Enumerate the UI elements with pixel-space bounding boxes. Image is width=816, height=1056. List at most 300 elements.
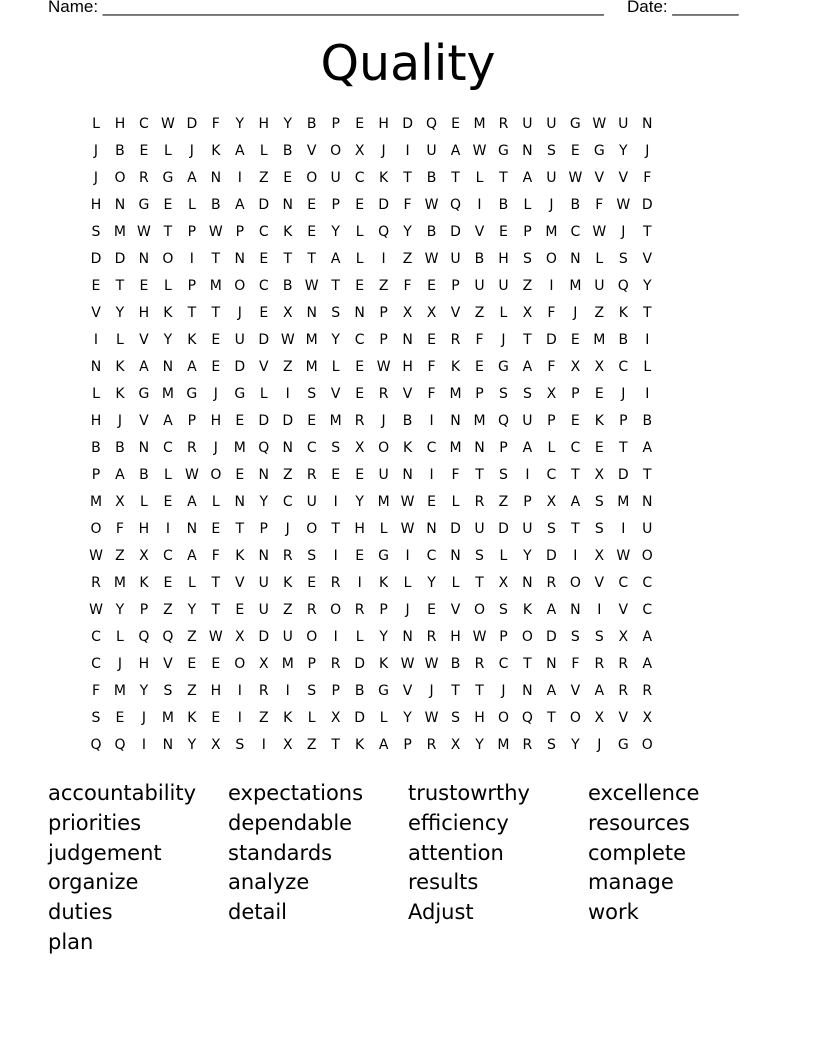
- grid-letter: J: [429, 683, 434, 699]
- grid-letter: W: [184, 467, 199, 483]
- grid-letter: T: [571, 521, 580, 537]
- grid-letter: E: [139, 143, 149, 159]
- grid-letter: T: [451, 170, 460, 186]
- grid-letter: Z: [282, 467, 293, 483]
- grid-letter: F: [427, 386, 436, 402]
- grid-letter: L: [163, 143, 172, 159]
- grid-letter: A: [163, 413, 173, 429]
- grid-letter: J: [597, 737, 602, 753]
- grid-letter: T: [211, 602, 221, 618]
- grid-letter: V: [91, 305, 101, 321]
- grid-letter: H: [258, 116, 270, 132]
- grid-letter: D: [258, 629, 270, 645]
- grid-letter: X: [594, 359, 605, 375]
- grid-letter: T: [403, 170, 412, 186]
- grid-letter: E: [475, 359, 484, 375]
- grid-letter: C: [258, 224, 269, 240]
- grid-letter: S: [235, 737, 245, 753]
- grid-letter: K: [187, 710, 197, 726]
- grid-letter: L: [403, 575, 412, 591]
- grid-letter: X: [570, 359, 581, 375]
- grid-row: [84, 246, 732, 273]
- grid-letter: O: [234, 278, 246, 294]
- grid-letter: W: [424, 197, 439, 213]
- grid-letter: S: [451, 710, 460, 726]
- grid-letter: I: [645, 386, 650, 402]
- grid-letter: S: [594, 629, 604, 645]
- grid-letter: W: [592, 116, 607, 132]
- grid-letter: E: [235, 467, 245, 483]
- grid-letter: D: [498, 521, 509, 537]
- grid-letter: G: [593, 143, 605, 159]
- grid-letter: M: [89, 494, 103, 510]
- grid-letter: R: [258, 683, 269, 699]
- grid-letter: R: [330, 575, 341, 591]
- grid-letter: J: [381, 143, 386, 159]
- grid-letter: L: [92, 116, 100, 132]
- grid-letter: R: [498, 116, 509, 132]
- grid-letter: P: [523, 224, 532, 240]
- grid-letter: R: [306, 467, 317, 483]
- grid-letter: K: [355, 737, 365, 753]
- grid-letter: N: [138, 251, 150, 267]
- grid-letter: E: [211, 521, 221, 537]
- grid-row: [84, 408, 732, 435]
- grid-letter: G: [617, 737, 629, 753]
- grid-letter: K: [283, 224, 293, 240]
- grid-letter: R: [450, 332, 461, 348]
- grid-letter: C: [618, 359, 629, 375]
- grid-letter: T: [211, 575, 221, 591]
- word-bank-item: organize: [48, 870, 139, 895]
- grid-row: [84, 111, 732, 138]
- grid-letter: T: [283, 251, 293, 267]
- grid-letter: N: [522, 575, 533, 591]
- grid-letter: A: [235, 197, 245, 213]
- grid-letter: T: [163, 224, 173, 240]
- grid-letter: M: [161, 710, 174, 726]
- grid-letter: V: [450, 305, 461, 321]
- grid-letter: U: [498, 278, 509, 294]
- grid-letter: Q: [450, 197, 462, 213]
- grid-letter: Q: [114, 737, 126, 753]
- grid-letter: J: [117, 656, 123, 672]
- grid-letter: L: [211, 494, 220, 510]
- grid-letter: E: [570, 143, 580, 159]
- grid-letter: F: [403, 278, 412, 294]
- grid-letter: Y: [619, 143, 628, 159]
- grid-letter: P: [331, 197, 340, 213]
- grid-letter: J: [573, 305, 578, 321]
- grid-letter: A: [187, 494, 197, 510]
- word-bank-item: dependable: [228, 810, 353, 835]
- grid-letter: M: [161, 386, 174, 402]
- word-bank-item: efficiency: [408, 810, 509, 835]
- grid-letter: U: [330, 170, 341, 186]
- grid-letter: J: [501, 683, 506, 699]
- grid-letter: A: [522, 359, 533, 375]
- grid-letter: R: [306, 602, 317, 618]
- grid-letter: R: [474, 656, 485, 672]
- grid-letter: H: [138, 305, 150, 321]
- grid-letter: A: [522, 440, 533, 456]
- grid-letter: G: [138, 197, 150, 213]
- grid-letter: I: [285, 683, 290, 699]
- grid-letter: P: [475, 386, 484, 402]
- grid-letter: W: [568, 170, 583, 186]
- grid-letter: E: [355, 386, 365, 402]
- grid-letter: W: [400, 656, 415, 672]
- grid-letter: C: [258, 278, 269, 294]
- grid-row: [84, 705, 732, 732]
- grid-letter: Y: [283, 116, 293, 132]
- grid-letter: D: [450, 521, 461, 537]
- grid-letter: L: [116, 629, 124, 645]
- grid-letter: W: [616, 548, 631, 564]
- grid-letter: L: [451, 494, 460, 510]
- grid-letter: B: [306, 116, 317, 132]
- grid-letter: I: [645, 332, 650, 348]
- grid-letter: L: [355, 629, 364, 645]
- word-bank-item: results: [408, 870, 479, 895]
- grid-letter: B: [115, 143, 125, 159]
- grid-letter: C: [618, 575, 629, 591]
- grid-letter: X: [282, 305, 293, 321]
- grid-letter: H: [474, 710, 485, 726]
- grid-letter: W: [137, 224, 151, 240]
- grid-letter: T: [331, 521, 340, 537]
- grid-letter: Q: [258, 440, 270, 456]
- grid-letter: X: [642, 710, 653, 726]
- word-bank: [48, 779, 768, 958]
- grid-letter: X: [546, 386, 557, 402]
- grid-letter: Y: [235, 116, 245, 132]
- grid-letter: E: [163, 494, 173, 510]
- grid-letter: F: [211, 548, 220, 564]
- grid-letter: X: [402, 305, 413, 321]
- grid-letter: U: [450, 251, 461, 267]
- grid-letter: F: [643, 170, 652, 186]
- grid-letter: V: [163, 656, 173, 672]
- grid-letter: I: [141, 737, 146, 753]
- grid-letter: E: [355, 278, 365, 294]
- grid-letter: S: [522, 386, 532, 402]
- grid-letter: R: [330, 656, 341, 672]
- grid-row: [84, 570, 732, 597]
- grid-letter: J: [213, 440, 218, 456]
- grid-letter: U: [234, 332, 245, 348]
- grid-letter: Z: [306, 737, 317, 753]
- grid-letter: L: [187, 575, 196, 591]
- grid-letter: A: [522, 170, 533, 186]
- grid-letter: Y: [355, 494, 364, 510]
- grid-letter: L: [355, 224, 364, 240]
- grid-letter: N: [570, 251, 581, 267]
- grid-letter: I: [189, 251, 194, 267]
- grid-letter: D: [546, 629, 557, 645]
- grid-letter: A: [570, 494, 581, 510]
- grid-letter: G: [569, 116, 581, 132]
- grid-letter: X: [594, 710, 605, 726]
- grid-letter: I: [381, 251, 386, 267]
- grid-letter: N: [354, 305, 365, 321]
- grid-row: [84, 327, 732, 354]
- grid-letter: Q: [90, 737, 102, 753]
- grid-letter: M: [233, 440, 246, 456]
- grid-letter: T: [475, 467, 484, 483]
- grid-letter: J: [621, 224, 626, 240]
- grid-letter: O: [306, 629, 318, 645]
- grid-letter: Y: [427, 575, 436, 591]
- grid-letter: E: [307, 224, 317, 240]
- grid-letter: E: [211, 332, 221, 348]
- grid-letter: I: [597, 602, 602, 618]
- grid-letter: C: [570, 440, 581, 456]
- grid-letter: U: [522, 521, 533, 537]
- grid-letter: H: [354, 521, 365, 537]
- grid-letter: J: [549, 197, 554, 213]
- grid-letter: M: [377, 494, 390, 510]
- grid-letter: S: [546, 143, 556, 159]
- grid-letter: Z: [258, 170, 269, 186]
- grid-letter: N: [234, 251, 246, 267]
- grid-letter: O: [641, 548, 653, 564]
- grid-letter: C: [570, 224, 581, 240]
- grid-letter: B: [426, 170, 437, 186]
- grid-letter: V: [402, 683, 413, 699]
- grid-letter: B: [474, 251, 485, 267]
- grid-letter: J: [141, 710, 146, 726]
- grid-letter: W: [89, 548, 103, 564]
- grid-letter: V: [139, 332, 149, 348]
- grid-letter: Q: [426, 116, 438, 132]
- grid-letter: K: [235, 548, 245, 564]
- grid-letter: W: [472, 143, 487, 159]
- grid-letter: M: [281, 656, 294, 672]
- grid-letter: C: [139, 116, 149, 132]
- grid-row: [84, 516, 732, 543]
- grid-letter: V: [258, 359, 269, 375]
- grid-letter: I: [93, 332, 99, 348]
- grid-letter: D: [450, 224, 461, 240]
- grid-letter: K: [211, 143, 221, 159]
- grid-row: [84, 732, 732, 759]
- grid-letter: L: [259, 143, 268, 159]
- grid-letter: C: [642, 602, 653, 618]
- grid-letter: N: [90, 359, 102, 375]
- grid-letter: W: [592, 224, 607, 240]
- grid-letter: P: [547, 413, 556, 429]
- grid-letter: C: [91, 629, 101, 645]
- grid-letter: X: [139, 548, 149, 564]
- grid-letter: R: [522, 737, 533, 753]
- grid-letter: O: [378, 440, 390, 456]
- grid-letter: M: [617, 494, 630, 510]
- grid-letter: N: [282, 197, 293, 213]
- grid-letter: W: [89, 602, 103, 618]
- grid-letter: X: [115, 494, 125, 510]
- grid-letter: W: [616, 197, 631, 213]
- grid-letter: O: [306, 170, 318, 186]
- grid-letter: O: [210, 467, 222, 483]
- grid-letter: C: [306, 440, 317, 456]
- grid-letter: I: [237, 683, 242, 699]
- grid-letter: M: [593, 332, 606, 348]
- grid-letter: P: [331, 116, 340, 132]
- grid-letter: E: [115, 710, 125, 726]
- grid-letter: C: [282, 494, 293, 510]
- grid-letter: B: [450, 656, 461, 672]
- grid-letter: G: [498, 359, 509, 375]
- grid-letter: F: [547, 359, 556, 375]
- grid-letter: V: [306, 143, 317, 159]
- grid-letter: D: [354, 656, 366, 672]
- grid-letter: P: [403, 737, 412, 753]
- grid-letter: N: [402, 629, 413, 645]
- grid-letter: O: [521, 629, 533, 645]
- grid-letter: E: [355, 197, 365, 213]
- grid-letter: B: [354, 683, 365, 699]
- grid-letter: I: [261, 737, 266, 753]
- page-title: Quality: [320, 35, 496, 92]
- grid-letter: T: [235, 521, 245, 537]
- grid-letter: S: [499, 602, 508, 618]
- word-bank-item: detail: [228, 900, 288, 925]
- grid-letter: D: [258, 197, 270, 213]
- grid-letter: L: [499, 548, 508, 564]
- grid-letter: A: [546, 683, 557, 699]
- grid-letter: A: [330, 251, 341, 267]
- grid-letter: D: [258, 413, 270, 429]
- grid-letter: L: [92, 386, 100, 402]
- grid-letter: A: [187, 359, 197, 375]
- grid-letter: U: [306, 494, 317, 510]
- grid-letter: T: [499, 170, 508, 186]
- grid-letter: P: [187, 224, 197, 240]
- grid-letter: V: [618, 602, 629, 618]
- grid-letter: Y: [403, 224, 412, 240]
- grid-letter: L: [187, 197, 196, 213]
- grid-row: [84, 219, 732, 246]
- grid-letter: K: [283, 710, 293, 726]
- grid-letter: E: [594, 386, 604, 402]
- grid-letter: X: [258, 656, 269, 672]
- grid-letter: S: [307, 386, 317, 402]
- grid-letter: S: [546, 737, 556, 753]
- grid-letter: N: [162, 737, 174, 753]
- grid-letter: T: [331, 737, 340, 753]
- grid-letter: E: [355, 116, 365, 132]
- grid-letter: O: [569, 575, 581, 591]
- grid-letter: O: [306, 521, 318, 537]
- grid-letter: U: [258, 602, 269, 618]
- grid-row: [84, 300, 732, 327]
- grid-letter: R: [618, 656, 629, 672]
- grid-letter: J: [189, 143, 194, 159]
- grid-letter: O: [569, 710, 581, 726]
- grid-letter: H: [210, 683, 222, 699]
- grid-letter: C: [163, 440, 173, 456]
- grid-row: [84, 489, 732, 516]
- word-bank-item: work: [588, 900, 639, 925]
- grid-letter: L: [355, 251, 364, 267]
- grid-letter: X: [546, 494, 557, 510]
- grid-letter: D: [114, 251, 126, 267]
- word-bank-item: priorities: [48, 810, 142, 835]
- grid-letter: K: [187, 332, 197, 348]
- grid-letter: V: [235, 575, 245, 591]
- grid-letter: I: [333, 548, 338, 564]
- grid-letter: O: [234, 656, 246, 672]
- grid-letter: P: [523, 494, 532, 510]
- grid-letter: K: [115, 386, 125, 402]
- grid-letter: Y: [115, 305, 125, 321]
- grid-letter: Y: [523, 548, 532, 564]
- grid-letter: J: [93, 143, 99, 159]
- grid-letter: O: [545, 251, 557, 267]
- grid-letter: W: [208, 224, 223, 240]
- grid-letter: N: [138, 440, 150, 456]
- grid-letter: D: [258, 332, 270, 348]
- grid-letter: M: [569, 278, 582, 294]
- grid-letter: L: [116, 332, 124, 348]
- grid-letter: S: [499, 467, 508, 483]
- grid-letter: N: [570, 602, 581, 618]
- grid-letter: S: [91, 710, 101, 726]
- grid-letter: K: [594, 413, 604, 429]
- grid-letter: T: [619, 440, 628, 456]
- grid-letter: Y: [163, 332, 173, 348]
- word-bank-item: standards: [228, 840, 333, 865]
- grid-letter: R: [426, 737, 437, 753]
- grid-letter: N: [114, 197, 126, 213]
- grid-letter: X: [211, 737, 221, 753]
- grid-letter: J: [93, 170, 99, 186]
- grid-letter: R: [378, 386, 389, 402]
- word-bank-item: analyze: [228, 870, 310, 895]
- grid-letter: N: [546, 656, 557, 672]
- grid-letter: W: [472, 629, 487, 645]
- grid-letter: U: [594, 278, 605, 294]
- grid-letter: X: [354, 143, 365, 159]
- grid-letter: F: [475, 332, 484, 348]
- grid-letter: B: [498, 197, 509, 213]
- grid-letter: B: [402, 413, 413, 429]
- grid-letter: S: [91, 224, 101, 240]
- grid-letter: T: [642, 305, 652, 321]
- grid-letter: W: [280, 332, 295, 348]
- grid-letter: N: [450, 548, 461, 564]
- grid-letter: C: [426, 548, 437, 564]
- word-bank-item: expectations: [228, 781, 364, 805]
- word-bank-item: complete: [588, 840, 687, 865]
- grid-letter: L: [163, 278, 172, 294]
- grid-letter: J: [405, 602, 410, 618]
- grid-letter: U: [546, 170, 557, 186]
- grid-letter: I: [237, 170, 242, 186]
- grid-letter: E: [570, 332, 580, 348]
- grid-letter: J: [117, 413, 123, 429]
- grid-letter: N: [642, 116, 653, 132]
- grid-letter: I: [477, 197, 482, 213]
- grid-letter: L: [499, 305, 508, 321]
- grid-letter: E: [331, 467, 341, 483]
- date-field: Date: _______: [627, 0, 739, 16]
- grid-letter: M: [209, 278, 222, 294]
- grid-letter: C: [354, 332, 365, 348]
- grid-letter: V: [618, 710, 629, 726]
- grid-letter: T: [571, 467, 580, 483]
